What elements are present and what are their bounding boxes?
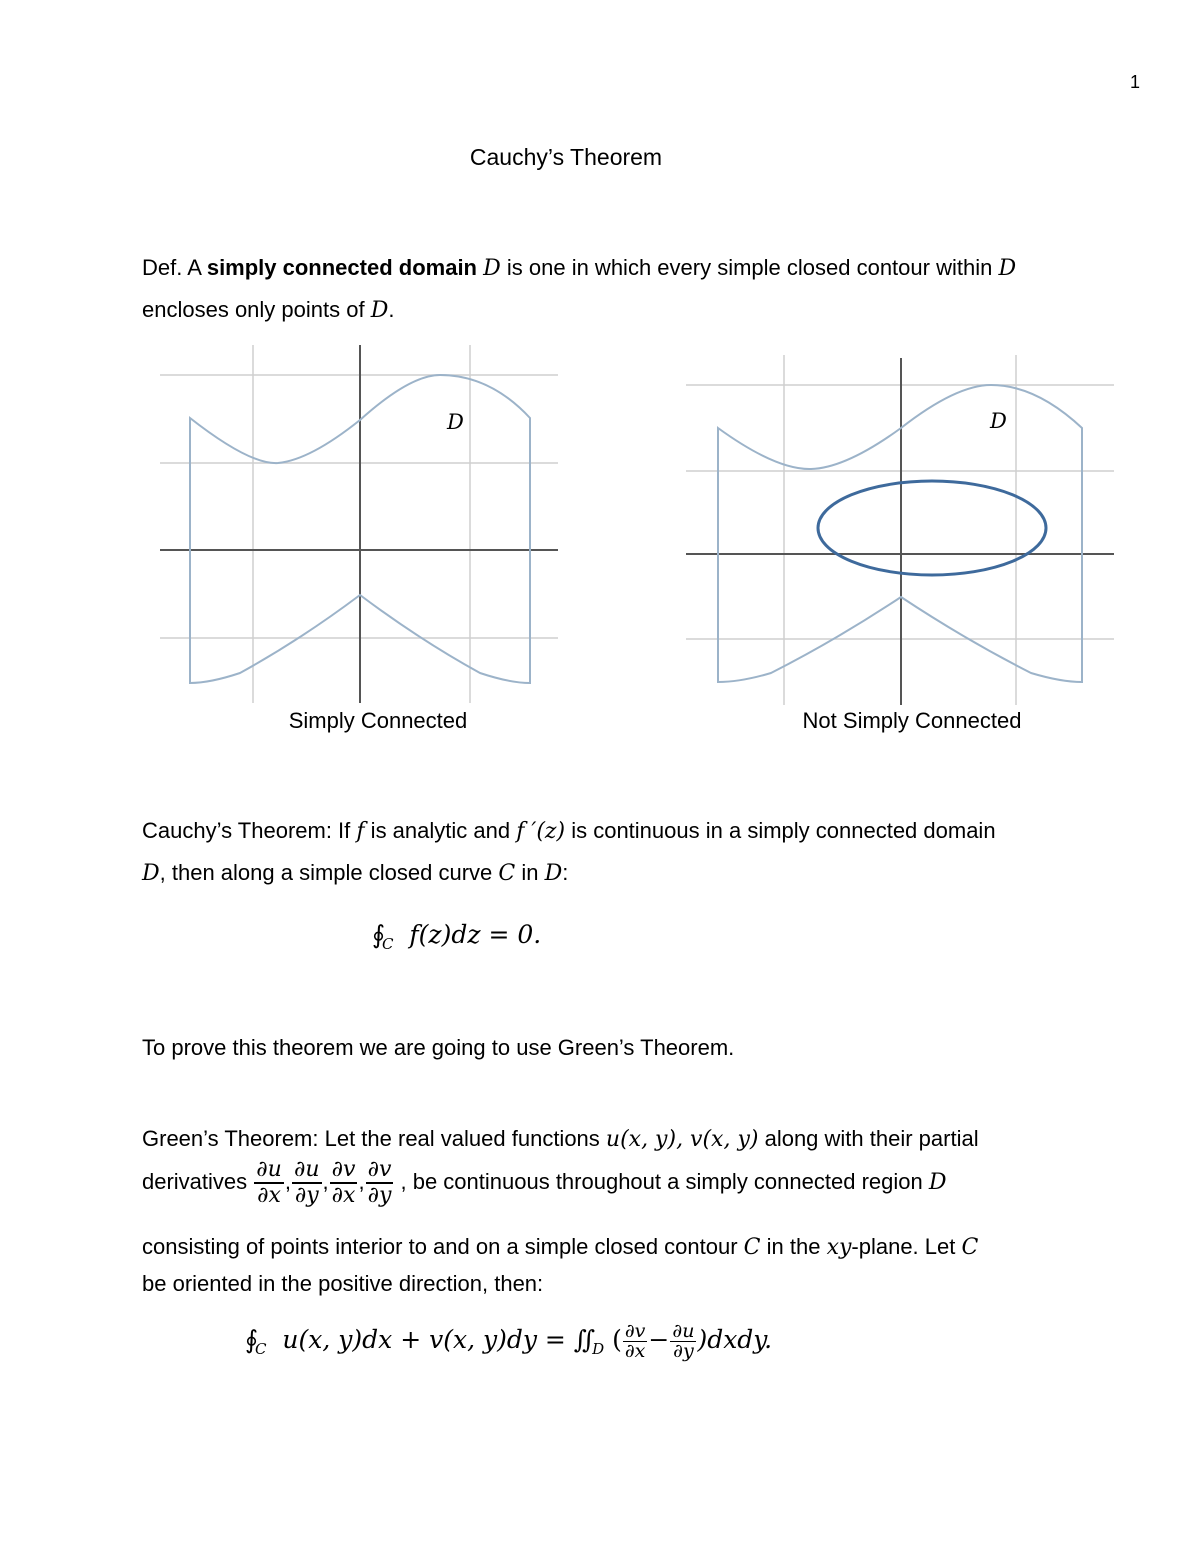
proof-intro: To prove this theorem we are going to use Green’s Theorem. (142, 1035, 735, 1060)
greens-text-4: in the (760, 1234, 827, 1259)
page-title: Cauchy’s Theorem (469, 144, 663, 170)
caption-not-simply-connected: Not Simply Connected (802, 708, 1022, 733)
open-paren: ( (612, 1325, 622, 1354)
cauchy-lead: Cauchy’s Theorem: If (142, 818, 357, 843)
f-prime-z: f ′(z) (516, 819, 566, 844)
cauchy-text-4: in (515, 860, 545, 885)
caption-simply-connected: Simply Connected (288, 708, 468, 733)
greens-text-6: be oriented in the positive direction, then: (142, 1271, 544, 1296)
definition-paragraph (142, 247, 1152, 331)
partial-v-x: $\frac{\partial v}{\partial x}$ (624, 1320, 646, 1362)
greens-text-3: consisting of points interior to and on a simple closed contour (142, 1234, 744, 1259)
region-label: D (447, 410, 464, 434)
greens-lhs: u(x, y)dx + v(x, y)dy = (282, 1325, 574, 1354)
cauchy-text-5: : (562, 860, 569, 885)
greens-line-1 (142, 1118, 1152, 1160)
greens-rhs-tail: )dxdy. (697, 1325, 773, 1354)
greens-functions: u(x, y), v(x, y) (605, 1127, 759, 1152)
greens-line-2: derivatives $\frac{\partial u}{\partial x}$ , $\frac{\partial u}{\partial y}$ , $\frac{\partial v}{\partial x}$ , $\frac{\partial v}{\partial y}$ , be continuous throughout a simply connected region D (142, 1157, 947, 1208)
var-xy: xy (826, 1235, 852, 1260)
closed-contour (818, 481, 1046, 575)
figure-simply-connected (160, 345, 560, 705)
contour-integral-symbol: ∮ (245, 1325, 259, 1354)
partial-v-y: $\frac{\partial v}{\partial y}$ (367, 1157, 392, 1208)
var-D: D (483, 256, 501, 281)
contour-integral-symbol: ∮ (372, 920, 386, 949)
var-D: D (544, 861, 563, 886)
def-text-2: encloses only points of (142, 297, 371, 322)
partial-v-x: $\frac{\partial v}{\partial x}$ (331, 1157, 356, 1208)
var-f: f (356, 819, 365, 844)
cauchy-text-3: , then along a simple closed curve (159, 860, 499, 885)
double-integral-subscript: D (592, 1340, 605, 1358)
greens-text-2: , be continuous throughout a simply connected region (394, 1168, 929, 1194)
derivatives-word: derivatives (142, 1168, 254, 1194)
integral-subscript: C (255, 1340, 267, 1358)
minus-sign: − (648, 1325, 670, 1354)
cauchy-text-1: is analytic and (364, 818, 517, 843)
page-number: 1 (1130, 72, 1141, 92)
integral-subscript: C (382, 935, 394, 953)
figure-not-simply-connected (686, 355, 1116, 710)
def-end: . (388, 297, 395, 322)
greens-text-5: -plane. Let (851, 1234, 962, 1259)
var-C: C (498, 861, 516, 886)
partial-u-y: $\frac{\partial u}{\partial y}$ (672, 1320, 695, 1362)
var-D: D (142, 861, 160, 886)
def-prefix: Def. A (142, 255, 207, 280)
cauchy-text-2: is continuous in a simply connected domain (565, 818, 996, 843)
greens-equation (245, 1322, 772, 1361)
def-text-1: is one in which every simple closed contour within (500, 255, 999, 280)
var-D: D (370, 298, 389, 323)
region-label: D (990, 409, 1007, 433)
var-C: C (743, 1235, 761, 1260)
var-D: D (928, 1169, 947, 1195)
var-D: D (998, 256, 1017, 281)
cauchy-statement (142, 810, 1152, 894)
greens-lead: Green’s Theorem: Let the real valued functions (142, 1126, 606, 1151)
greens-line-3 (142, 1229, 1152, 1302)
greens-text-1: along with their partial (758, 1126, 979, 1151)
cauchy-equation (372, 920, 541, 953)
double-integral-symbol: ∬ (573, 1325, 596, 1354)
cauchy-integrand: f(z)dz = 0. (409, 920, 542, 949)
partial-u-y: $\frac{\partial u}{\partial y}$ (293, 1157, 320, 1208)
var-C: C (961, 1235, 979, 1260)
def-term: simply connected domain (206, 255, 477, 280)
partial-u-x: $\frac{\partial u}{\partial x}$ (256, 1157, 282, 1208)
